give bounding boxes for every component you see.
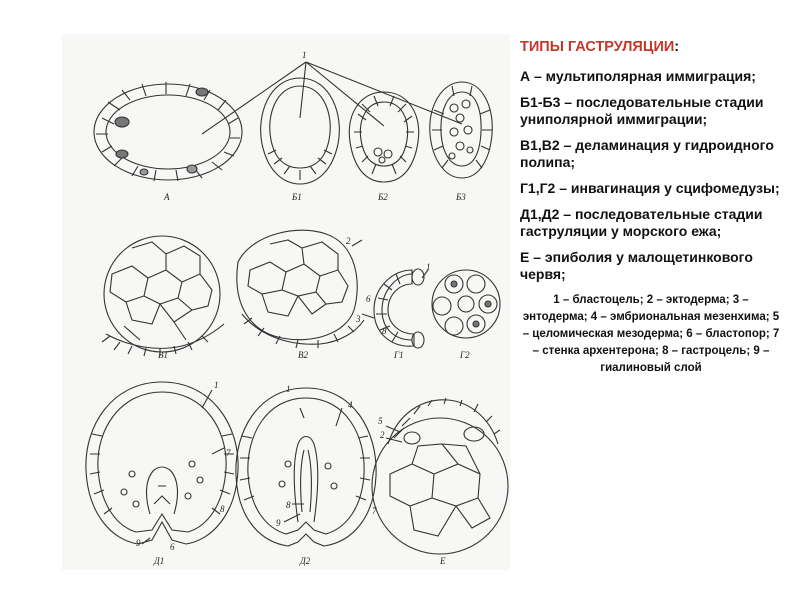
type-item-v: В1,В2 – деламинация у гидроидного полипа; [520,137,774,170]
num-6-g1: 6 [366,294,371,304]
legend: 1 – бластоцель; 2 – эктодерма; 3 – энтодерма; 4 – эмбриональная мезенхима; 5 – целомическая мезодерма; 6 – бластопор; 7 – стенка архентерона; 8 – гастроцель; 9 – гиалиновый слой [522,294,780,374]
embryo-b3 [430,82,492,178]
label-g1: Г1 [394,350,404,360]
num-2-v2: 2 [346,236,351,246]
num-1-g1: 1 [426,262,431,272]
num-8-d2: 8 [286,500,291,510]
label-d1: Д1 [154,556,165,566]
type-item-e: Е – эпиболия у малощетинкового червя; [520,249,753,282]
embryo-g1 [374,269,424,348]
num-3-v2: 3 [356,314,361,324]
num-6-d1: 6 [170,542,175,552]
num-7-d1: 7 [226,448,231,458]
num-1-d1: 1 [214,380,219,390]
num-7-d2: 7 [372,506,377,516]
embryo-e [372,398,508,554]
type-item-a: А – мультиполярная иммиграция; [520,68,756,84]
num-4-d2: 4 [348,400,353,410]
slide-title-colon: : [674,39,680,55]
figure-numbers [136,50,431,552]
type-item-d: Д1,Д2 – последовательные стадии гаструляции у морского ежа; [520,206,763,239]
embryo-d2 [236,388,376,546]
label-a: А [164,192,170,202]
label-e: Е [440,556,446,566]
label-b3: Б3 [456,192,466,202]
num-9-d1: 9 [136,538,141,548]
label-v1: В1 [158,350,168,360]
num-8-g1: 8 [382,326,387,336]
gastrulation-figure [62,34,510,570]
num-8-d1: 8 [220,504,225,514]
embryo-d1 [86,382,238,544]
gastrulation-diagram [62,34,510,570]
type-item-b: Б1-Б3 – последовательные стадии униполярной иммиграции; [520,94,764,127]
slide-title-text: ТИПЫ ГАСТРУЛЯЦИИ [520,39,675,55]
num-5-e: 5 [378,416,383,426]
label-b2: Б2 [378,192,388,202]
figure-labels [153,192,470,566]
embryo-b1 [261,78,340,184]
label-d2: Д2 [300,556,311,566]
embryo-v1 [102,236,224,356]
label-g2: Г2 [460,350,470,360]
text-panel [520,38,782,377]
slide-title [520,38,782,56]
embryo-g2 [432,270,500,338]
label-v2: В2 [298,350,308,360]
embryo-a [94,82,242,181]
embryo-v2 [237,230,364,348]
type-item-g: Г1,Г2 – инвагинация у сцифомедузы; [520,180,780,196]
num-1-top: 1 [302,50,307,60]
label-b1: Б1 [292,192,302,202]
num-1-d2: 1 [286,384,291,394]
num-2-e: 2 [380,430,385,440]
num-9-d2: 9 [276,518,281,528]
